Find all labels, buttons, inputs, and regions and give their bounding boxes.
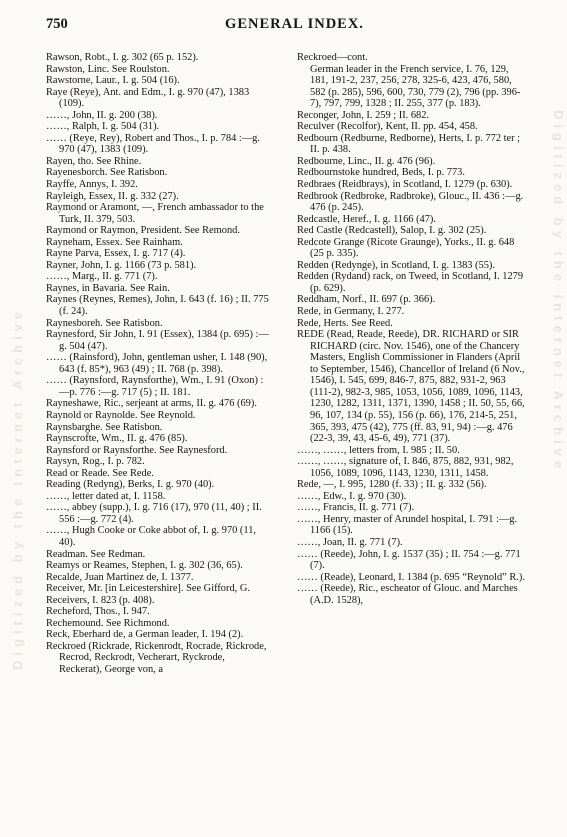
index-entry: …… (Reade), Leonard, I. 1384 (p. 695 “Reynold” R.). <box>297 571 525 583</box>
index-entry: ……, Joan, II. g. 771 (7). <box>297 536 403 548</box>
index-entry: Reading (Redyng), Berks, I. g. 970 (40). <box>46 479 215 491</box>
index-entry: Raynold or Raynolde. See Reynold. <box>46 409 196 421</box>
index-entry: …… (Reede), John, I. g. 1537 (35) ; II. 754 :—g. 771 (7). <box>297 548 521 572</box>
index-entry: Rawston, Linc. See Roulston. <box>46 63 170 75</box>
watermark-left: Digitized by the Internet Archive <box>10 306 25 670</box>
index-entry: Redbrook (Redbroke, Radbroke), Glouc., II. 436 :—g. 476 (p. 245). <box>297 190 524 214</box>
index-entry: ……, ……, signature of, I. 846, 875, 882, 931, 982, 1056, 1089, 1096, 1143, 1230, 1311, 1458. <box>297 456 514 479</box>
index-entry: Red Castle (Redcastell), Salop, I. g. 302 (25). <box>297 225 487 237</box>
index-entry: Raymond or Aramont, —, French ambassador to the Turk, II. 379, 503. <box>46 202 264 225</box>
index-entry: ……, Marg., II. g. 771 (7). <box>46 271 158 283</box>
index-entry: Rechemound. See Richmond. <box>46 617 170 629</box>
watermark-right: Digitized by the Internet Archive <box>551 110 566 474</box>
index-entry: Rayner, John, I. g. 1166 (73 p. 581). <box>46 259 197 271</box>
index-entry: Raynes, in Bavaria. See Rain. <box>46 282 170 294</box>
index-entry: Readman. See Redman. <box>46 548 146 560</box>
index-entry: Rayne Parva, Essex, I. g. 717 (4). <box>46 248 186 260</box>
index-column-right <box>297 52 527 606</box>
index-entry: Raynsbarghe. See Ratisbon. <box>46 421 163 433</box>
index-entry: Redbourn (Redburne, Redborne), Herts, I. p. 772 ter ; II. p. 438. <box>297 132 521 156</box>
index-entry: Rayen, tho. See Rhine. <box>46 155 142 167</box>
page-header <box>46 16 543 40</box>
index-entry: ……, ……, letters from, I. 985 ; II. 50. <box>297 444 460 456</box>
index-entry: Rede, Herts. See Reed. <box>297 317 393 329</box>
index-entry: Reck, Eberhard de, a German leader, I. 194 (2). <box>46 629 244 641</box>
index-entry: Redbourne, Linc., II. g. 476 (96). <box>297 155 436 167</box>
index-entry: ……, abbey (supp.), I. g. 716 (17), 970 (11, 40) ; II. 556 :—g. 772 (4). <box>46 502 262 525</box>
index-entry: Redden (Rydand) rack, on Tweed, in Scotland, I. 1279 (p. 629). <box>297 271 524 294</box>
index-entry: Rede, —, I. 995, 1280 (f. 33) ; II. g. 332 (56). <box>297 479 487 491</box>
index-entry: Raynesboreh. See Ratisbon. <box>46 317 163 329</box>
index-entry: ……, Hugh Cooke or Coke abbot of, I. g. 970 (11, 40). <box>46 525 256 548</box>
index-entry: Raynes (Reynes, Remes), John, I. 643 (f. 16) ; II. 775 (f. 24). <box>46 294 269 318</box>
index-entry: Redcote Grange (Ricote Graunge), Yorks., II. g. 648 (25 p. 335). <box>297 236 515 260</box>
index-entry: Rayneshawe, Ric., serjeant at arms, II. g. 476 (69). <box>46 398 257 410</box>
index-entry: ……, Henry, master of Arundel hospital, I. 791 :—g. 1166 (15). <box>297 513 518 537</box>
index-entry: ……, John, II. g. 200 (38). <box>46 109 158 121</box>
index-entry: German leader in the French service, I. 76, 129, 181, 191-2, 237, 256, 278, 325-6, 423, 476, 580, 582 (p. 285), 596, 600, 730, 779 (2), 796 (pp. 396-7), 797, 799, 1328 ; II. 255, 377 (p. 183). <box>310 63 521 110</box>
index-entry: Recheford, Thos., I. 947. <box>46 606 150 618</box>
index-entry: Redbraes (Reidbrays), in Scotland, I. 1279 (p. 630). <box>297 179 513 191</box>
index-entry: Raye (Reye), Ant. and Edm., I. g. 970 (47), 1383 (109). <box>46 86 250 110</box>
index-entry: Redcastle, Heref., I. g. 1166 (47). <box>297 213 436 225</box>
index-entry: Reddham, Norf., II. 697 (p. 366). <box>297 294 436 306</box>
index-entry: …… (Rainsford), John, gentleman usher, I. 148 (90), 643 (f. 85*), 963 (49) ; II. 768 (p. 398). <box>46 352 268 375</box>
index-entry: Raysyn, Rog., I. p. 782. <box>46 456 145 468</box>
index-entry: Rawstorne, Laur., I. g. 504 (16). <box>46 75 180 87</box>
index-entry: Rayffe, Annys, I. 392. <box>46 179 138 191</box>
index-entry: ……, Ralph, I. g. 504 (31). <box>46 121 160 133</box>
index-entry: Redden (Redynge), in Scotland, I. g. 1383 (55). <box>297 259 495 271</box>
index-entry: …… (Raynsford, Raynsforthe), Wm., I. 91 (Oxon) :—p. 776 :—g. 717 (5) ; II. 181. <box>46 375 264 398</box>
index-entry: Recalde, Juan Martinez de, I. 1377. <box>46 571 194 583</box>
index-entry: ……, Edw., I. g. 970 (30). <box>297 490 407 502</box>
index-entry: Reckroed (Rickrade, Rickenrodt, Rocrade, Rickrode, Recrod, Reckrodt, Vecherart, Ryckrode, Reckerat), George von, a <box>46 640 267 675</box>
index-entry: Receivers, I. 823 (p. 408). <box>46 594 155 606</box>
index-entry: …… (Reye, Rey), Robert and Thos., I. p. 784 :—g. 970 (47), 1383 (109). <box>46 132 260 156</box>
index-entry: …… (Reede), Ric., escheator of Glouc. and Marches (A.D. 1528), <box>297 583 518 606</box>
index-entry: Rayneham, Essex. See Rainham. <box>46 236 183 248</box>
page-title: GENERAL INDEX. <box>225 16 364 32</box>
index-entry: ……, Francis, II. g. 771 (7). <box>297 502 415 514</box>
index-entry: Reconger, John, I. 259 ; II. 682. <box>297 109 430 121</box>
index-entry: Rayleigh, Essex, II. g. 332 (27). <box>46 190 179 202</box>
page-number: 750 <box>46 16 68 32</box>
index-entry: Rayenesborch. See Ratisbon. <box>46 167 168 179</box>
index-entry: Receiver, Mr. [in Leicestershire]. See Gifford, G. <box>46 583 250 595</box>
index-entry: Raynsford or Raynsforthe. See Raynesford. <box>46 444 228 456</box>
index-entry: Reckroed—cont. <box>297 52 368 63</box>
index-entry: Read or Reade. See Rede. <box>46 467 154 479</box>
index-entry: Reamys or Reames, Stephen, I. g. 302 (36, 65). <box>46 560 243 572</box>
index-entry: Raymond or Raymon, President. See Remond. <box>46 225 240 237</box>
index-entry: Raynscrofte, Wm., II. g. 476 (85). <box>46 433 188 445</box>
index-entry: Rawson, Robt., I. g. 302 (65 p. 152). <box>46 52 199 63</box>
index-entry: Reculver (Recolfor), Kent, II. pp. 454, 458. <box>297 121 478 133</box>
index-entry: Rede, in Germany, I. 277. <box>297 306 405 318</box>
index-column-left <box>46 52 270 676</box>
index-entry: REDE (Read, Reade, Reede), DR. RICHARD or SIR RICHARD (circ. Nov. 1546), one of the Chancery Masters, English Commissioner in Flanders (April to September, 1546), Chancellor of Ireland (6 Nov., 1546), I. 545, 699, 846-7, 875, 882, 931-2, 963 (111-2), 982-3, 985, 1053, 1056, 1089, 1096, 1143, 1230, 1282, 1311, 1371, 1390, 1458 ; II. 50, 55, 66, 96, 107, 134 (p. 55), 156 (p. 66), 176, 214-5, 251, 365, 393, 475 (42), 775 (ff. 83, 91, 94) :—g. 476 (22-3, 39, 43, 45-6, 49), 771 (37). <box>297 329 525 445</box>
index-entry: Redbournstoke hundred, Beds, I. p. 773. <box>297 167 465 179</box>
index-entry: ……, letter dated at, I. 1158. <box>46 490 166 502</box>
index-entry: Raynesford, Sir John, I. 91 (Essex), 1384 (p. 695) :—g. 504 (47). <box>46 329 269 352</box>
